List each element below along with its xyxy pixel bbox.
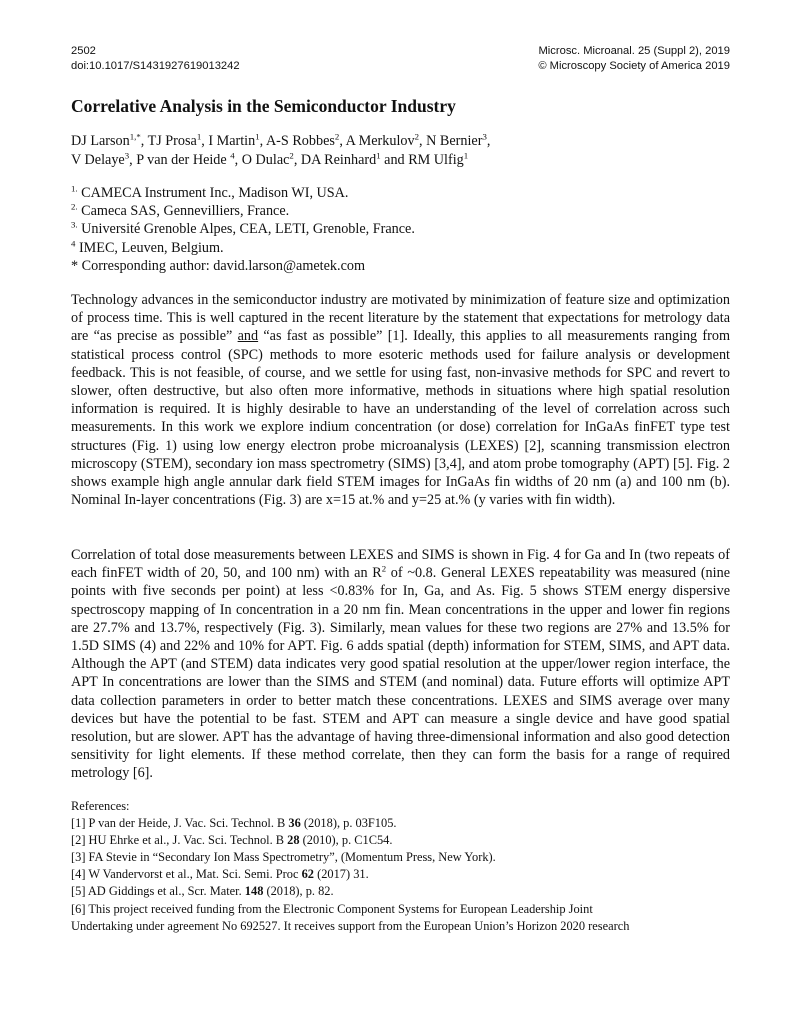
page-header <box>71 44 730 74</box>
affiliation: $^4$ IMEC, Leuven, Belgium. <box>71 237 224 256</box>
affiliation: $^{2.}$ Cameca SAS, Gennevilliers, France. <box>71 201 290 220</box>
author: O Dulac$^2$ <box>241 150 294 168</box>
paper-title: Correlative Analysis in the Semiconductor Industry <box>71 96 456 116</box>
reference-item: [2] HU Ehrke et al., J. Vac. Sci. Technol. B 28 (2010), p. C1C54. <box>71 833 393 848</box>
page-number: 2502 <box>71 45 96 57</box>
references-heading: References: <box>71 799 130 813</box>
author: TJ Prosa$^1$ <box>147 131 202 149</box>
author: DA Reinhard$^1$ <box>300 150 381 168</box>
author-list: DJ Larson$^{1,*}$, TJ Prosa$^1$, I Martin$^1$, A-S Robbes$^2$, A Merkulov$^2$, N Bernier$^3$, V Delaye$^3$, P van der Heide $^4$, O Dulac$^2$, DA Reinhard$^1$ and RM Ulfig$^1$ <box>71 131 491 168</box>
reference-item: [6] This project received funding from the Electronic Component Systems for European Leadership Joint <box>71 901 593 916</box>
reference-item: [1] P van der Heide, J. Vac. Sci. Technol. B 36 (2018), p. 03F105. <box>71 816 397 831</box>
affiliation-list <box>71 184 731 275</box>
author: N Bernier$^3$ <box>426 131 487 149</box>
reference-item: [5] AD Giddings et al., Scr. Mater. 148 (2018), p. 82. <box>71 884 334 899</box>
author: A Merkulov$^2$ <box>345 131 420 149</box>
copyright: © Microscopy Society of America 2019 <box>538 60 730 72</box>
doi: doi:10.1017/S1431927619013242 <box>71 60 240 72</box>
body-paragraph-2: Correlation of total dose measurements between LEXES and SIMS is shown in Fig. 4 for Ga and In (two repeats of each finFET width of 20, 50, and 100 nm) with an $R^2$ of ~0.8. General LEXES repeatability was measured (nine points with five seconds per point) at less <0.83% for In, Ga, and As. Fig. 5 shows STEM energy dispersive spectroscopy mapping of In concentration in a 20 nm fin. Mean concentrations in the upper and lower fin regions are 27.7% and 13.7%, respectively (Fig. 3). Similarly, mean values for these two regions are 27% and 13.5% for 1.5D SIMS (4) and 22% and 10% for APT. Fig. 6 adds spatial (depth) information for STEM, SIMS, and APT data. Although the APT (and STEM) data indicates very good spatial resolution at the upper/lower region interface, the APT In concentrations are lower than the SIMS and STEM (and nominal) data. Future efforts will optimize APT data collection parameters in order to better match these concentrations. LEXES and SIMS average over many devices but have the potential to be fast. STEM and APT can measure a single device and have good spatial resolution, but are slower. APT has the advantage of having three-dimensional information and also good detection sensitivity for light elements. If these method correlate, then they can form the basis for a range of required metrology [6]. <box>71 547 730 782</box>
author: A-S Robbes$^2$ <box>265 131 340 149</box>
author: I Martin$^1$ <box>208 131 260 149</box>
author: V Delaye$^3$ <box>71 150 130 168</box>
author: P van der Heide $^4$ <box>136 150 235 168</box>
reference-item: Undertaking under agreement No 692527. It receives support from the European Union’s Horizon 2020 research <box>71 918 630 933</box>
emphasis-underline: and <box>237 328 259 345</box>
references <box>71 798 731 935</box>
journal-citation: Microsc. Microanal. 25 (Suppl 2), 2019 <box>538 45 730 57</box>
author: RM Ulfig$^1$ <box>408 150 469 168</box>
reference-item: [4] W Vandervorst et al., Mat. Sci. Semi. Proc 62 (2017) 31. <box>71 867 369 882</box>
corresponding-author: * Corresponding author: david.larson@ametek.com <box>71 257 365 274</box>
affiliation: $^{1.}$ CAMECA Instrument Inc., Madison WI, USA. <box>71 183 349 201</box>
author: DJ Larson$^{1,*}$ <box>71 131 141 149</box>
reference-item: [3] FA Stevie in “Secondary Ion Mass Spectrometry”, (Momentum Press, New York). <box>71 850 496 865</box>
affiliation: $^{3.}$ Université Grenoble Alpes, CEA, LETI, Grenoble, France. <box>71 219 415 238</box>
body-paragraph-1: Technology advances in the semiconductor industry are motivated by minimization of feature size and optimization of process time. This is well captured in the recent literature by the statement that expectations for metrology data are “as precise as possible” and “as fast as possible” [1]. Ideally, this applies to all measurements ranging from statistical process control (SPC) methods to more esoteric methods used for failure analysis or development feedback. This is not feasible, of course, and we settle for using fast, non-invasive methods for SPC and revert to slower, often destructive, but also often more informative, methods in situations where high spatial resolution information is required. It is highly desirable to have an understanding of the level of correlation across such measurements. In this work we explore indium concentration (or dose) correlation for InGaAs finFET type test structures (Fig. 1) using low energy electron probe microanalysis (LEXES) [2], scanning transmission electron microscopy (STEM), secondary ion mass spectrometry (SIMS) [3,4], and atom probe tomography (APT) [5]. Fig. 2 shows example high angle annular dark field STEM images for InGaAs fin widths of 20 nm (a) and 100 nm (b). Nominal In-layer concentrations (Fig. 3) are x=15 at.% and y=25 at.% (y varies with fin width). <box>71 292 730 509</box>
